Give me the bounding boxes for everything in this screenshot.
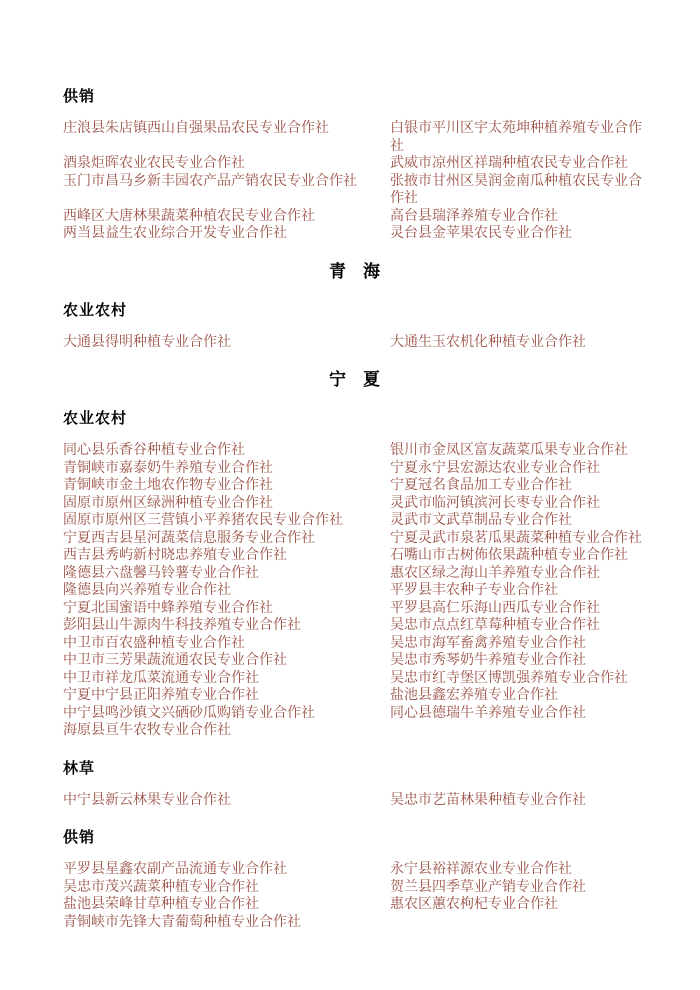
cooperative-row — [63, 477, 646, 495]
cooperative-name: 银川市金凤区富友蔬菜瓜果专业合作社 — [390, 443, 628, 458]
cooperative-row — [63, 896, 646, 914]
cooperative-name: 吴忠市海军畜禽养殖专业合作社 — [390, 635, 586, 651]
cooperative-name: 武威市凉州区祥瑞种植农民专业合作社 — [390, 156, 628, 171]
cooperative-name: 中卫市百农盛种植专业合作社 — [63, 635, 245, 651]
cooperative-name: 固原市原州区三营镇小平养猪农民专业合作社 — [63, 513, 343, 528]
cooperative-name: 宁夏西吉县星河蔬菜信息服务专业合作社 — [63, 530, 315, 546]
category-heading: 供销 — [63, 830, 96, 846]
cooperative-name: 青铜峡市嘉泰奶牛养殖专业合作社 — [63, 460, 273, 476]
cooperative-name: 宁夏北国蜜语中蜂养殖专业合作社 — [63, 600, 273, 616]
cooperative-row — [63, 442, 646, 460]
cooperative-name: 中卫市祥龙瓜菜流通专业合作社 — [63, 670, 259, 686]
cooperative-name: 彭阳县山牛源肉牛科技养殖专业合作社 — [63, 618, 301, 633]
cooperative-row — [63, 155, 646, 173]
cooperative-name: 大通生玉农机化种植专业合作社 — [390, 334, 586, 350]
cooperative-name: 吴忠市秀琴奶牛养殖专业合作社 — [390, 653, 586, 668]
cooperative-name: 西吉县秀屿新村晓忠养殖专业合作社 — [63, 548, 287, 563]
cooperative-name: 灵台县金苹果农民专业合作社 — [390, 226, 572, 241]
cooperative-row — [63, 208, 646, 226]
cooperative-name: 宁夏冠名食品加工专业合作社 — [390, 478, 572, 493]
cooperative-row — [63, 670, 646, 688]
cooperative-name: 张掖市甘州区昊润金南瓜种植农民专业合作社 — [390, 173, 642, 206]
province-heading: 宁 夏 — [329, 370, 380, 389]
cooperative-row — [63, 173, 646, 208]
cooperative-name: 中宁县鸣沙镇文兴硒砂瓜购销专业合作社 — [63, 705, 315, 721]
cooperative-name: 平罗县丰农种子专业合作社 — [390, 583, 558, 598]
category-heading: 农业农村 — [63, 411, 128, 427]
cooperative-row — [63, 861, 646, 879]
cooperative-name: 平罗县星鑫农副产品流通专业合作社 — [63, 862, 287, 877]
cooperative-name: 青铜峡市金土地农作物专业合作社 — [63, 478, 273, 493]
cooperative-row — [63, 652, 646, 670]
cooperative-name: 大通县得明种植专业合作社 — [63, 334, 231, 350]
cooperative-row — [63, 460, 646, 478]
cooperative-name: 宁夏灵武市泉茗瓜果蔬菜种植专业合作社 — [390, 530, 642, 546]
cooperative-name: 宁夏永宁县宏源达农业专业合作社 — [390, 460, 600, 476]
cooperative-name: 灵武市文武草制品专业合作社 — [390, 513, 572, 528]
cooperative-row — [63, 687, 646, 705]
cooperative-row — [63, 722, 646, 740]
cooperative-name: 盐池县鑫宏养殖专业合作社 — [390, 688, 558, 703]
cooperative-name: 中宁县新云林果专业合作社 — [63, 792, 231, 808]
cooperative-name: 中卫市三芳果蔬流通农民专业合作社 — [63, 653, 287, 668]
cooperative-name: 宁夏中宁县正阳养殖专业合作社 — [63, 688, 259, 703]
cooperative-name: 惠农区绿之海山羊养殖专业合作社 — [390, 565, 600, 581]
cooperative-name: 灵武市临河镇滨河长枣专业合作社 — [390, 495, 600, 511]
cooperative-name: 石嘴山市古树佈依果蔬种植专业合作社 — [390, 548, 628, 563]
cooperative-row — [63, 635, 646, 653]
cooperative-row — [63, 705, 646, 723]
cooperative-name: 同心县乐香谷种植专业合作社 — [63, 443, 245, 458]
cooperative-row — [63, 582, 646, 600]
cooperative-name: 隆德县六盘馨马铃薯专业合作社 — [63, 565, 259, 581]
cooperative-name: 吴忠市茂兴蔬菜种植专业合作社 — [63, 879, 259, 895]
cooperative-row — [63, 547, 646, 565]
cooperative-row — [63, 530, 646, 548]
cooperative-name: 庄浪县朱店镇西山自强果品农民专业合作社 — [63, 121, 329, 136]
cooperative-row — [63, 495, 646, 513]
cooperative-name: 两当县益生农业综合开发专业合作社 — [63, 226, 287, 241]
province-heading: 青 海 — [329, 261, 380, 281]
cooperative-name: 惠农区蕙农枸杞专业合作社 — [390, 897, 558, 912]
category-heading: 农业农村 — [63, 302, 128, 319]
cooperative-name: 青铜峡市先锋大青葡萄种植专业合作社 — [63, 914, 301, 930]
cooperative-row — [63, 225, 646, 243]
cooperative-row — [63, 914, 646, 932]
cooperative-row — [63, 617, 646, 635]
cooperative-name: 同心县德瑞牛羊养殖专业合作社 — [390, 705, 586, 721]
cooperative-name: 固原市原州区绿洲种植专业合作社 — [63, 495, 273, 511]
cooperative-name: 贺兰县四季草业产销专业合作社 — [390, 879, 586, 895]
cooperative-name: 白银市平川区宇太苑坤种植养殖专业合作社 — [390, 121, 642, 154]
cooperative-row — [63, 120, 646, 155]
cooperative-row — [63, 565, 646, 583]
cooperative-row — [63, 334, 646, 352]
category-heading: 供销 — [63, 89, 96, 105]
cooperative-name: 永宁县裕祥源农业专业合作社 — [390, 862, 572, 877]
cooperative-name: 吴忠市点点红草莓种植专业合作社 — [390, 618, 600, 633]
cooperative-row — [63, 879, 646, 897]
category-heading: 林草 — [63, 760, 96, 777]
cooperative-row — [63, 512, 646, 530]
cooperative-name: 平罗县高仁乐海山西瓜专业合作社 — [390, 600, 600, 616]
cooperative-row — [63, 600, 646, 618]
cooperative-name: 吴忠市红寺堡区博凯强养殖专业合作社 — [390, 670, 628, 686]
cooperative-name: 玉门市昌马乡新丰园农产品产销农民专业合作社 — [63, 173, 357, 189]
cooperative-name: 西峰区大唐林果蔬菜种植农民专业合作社 — [63, 208, 315, 224]
cooperative-name: 海原县亘牛农牧专业合作社 — [63, 723, 231, 738]
cooperative-row — [63, 792, 646, 810]
cooperative-name: 盐池县荣峰甘草种植专业合作社 — [63, 897, 259, 912]
cooperative-name: 吴忠市艺苗林果种植专业合作社 — [390, 792, 586, 808]
cooperative-name: 高台县瑞泽养殖专业合作社 — [390, 208, 558, 224]
cooperative-name: 酒泉炬晖农业农民专业合作社 — [63, 156, 245, 171]
cooperative-name: 隆德县向兴养殖专业合作社 — [63, 583, 231, 598]
